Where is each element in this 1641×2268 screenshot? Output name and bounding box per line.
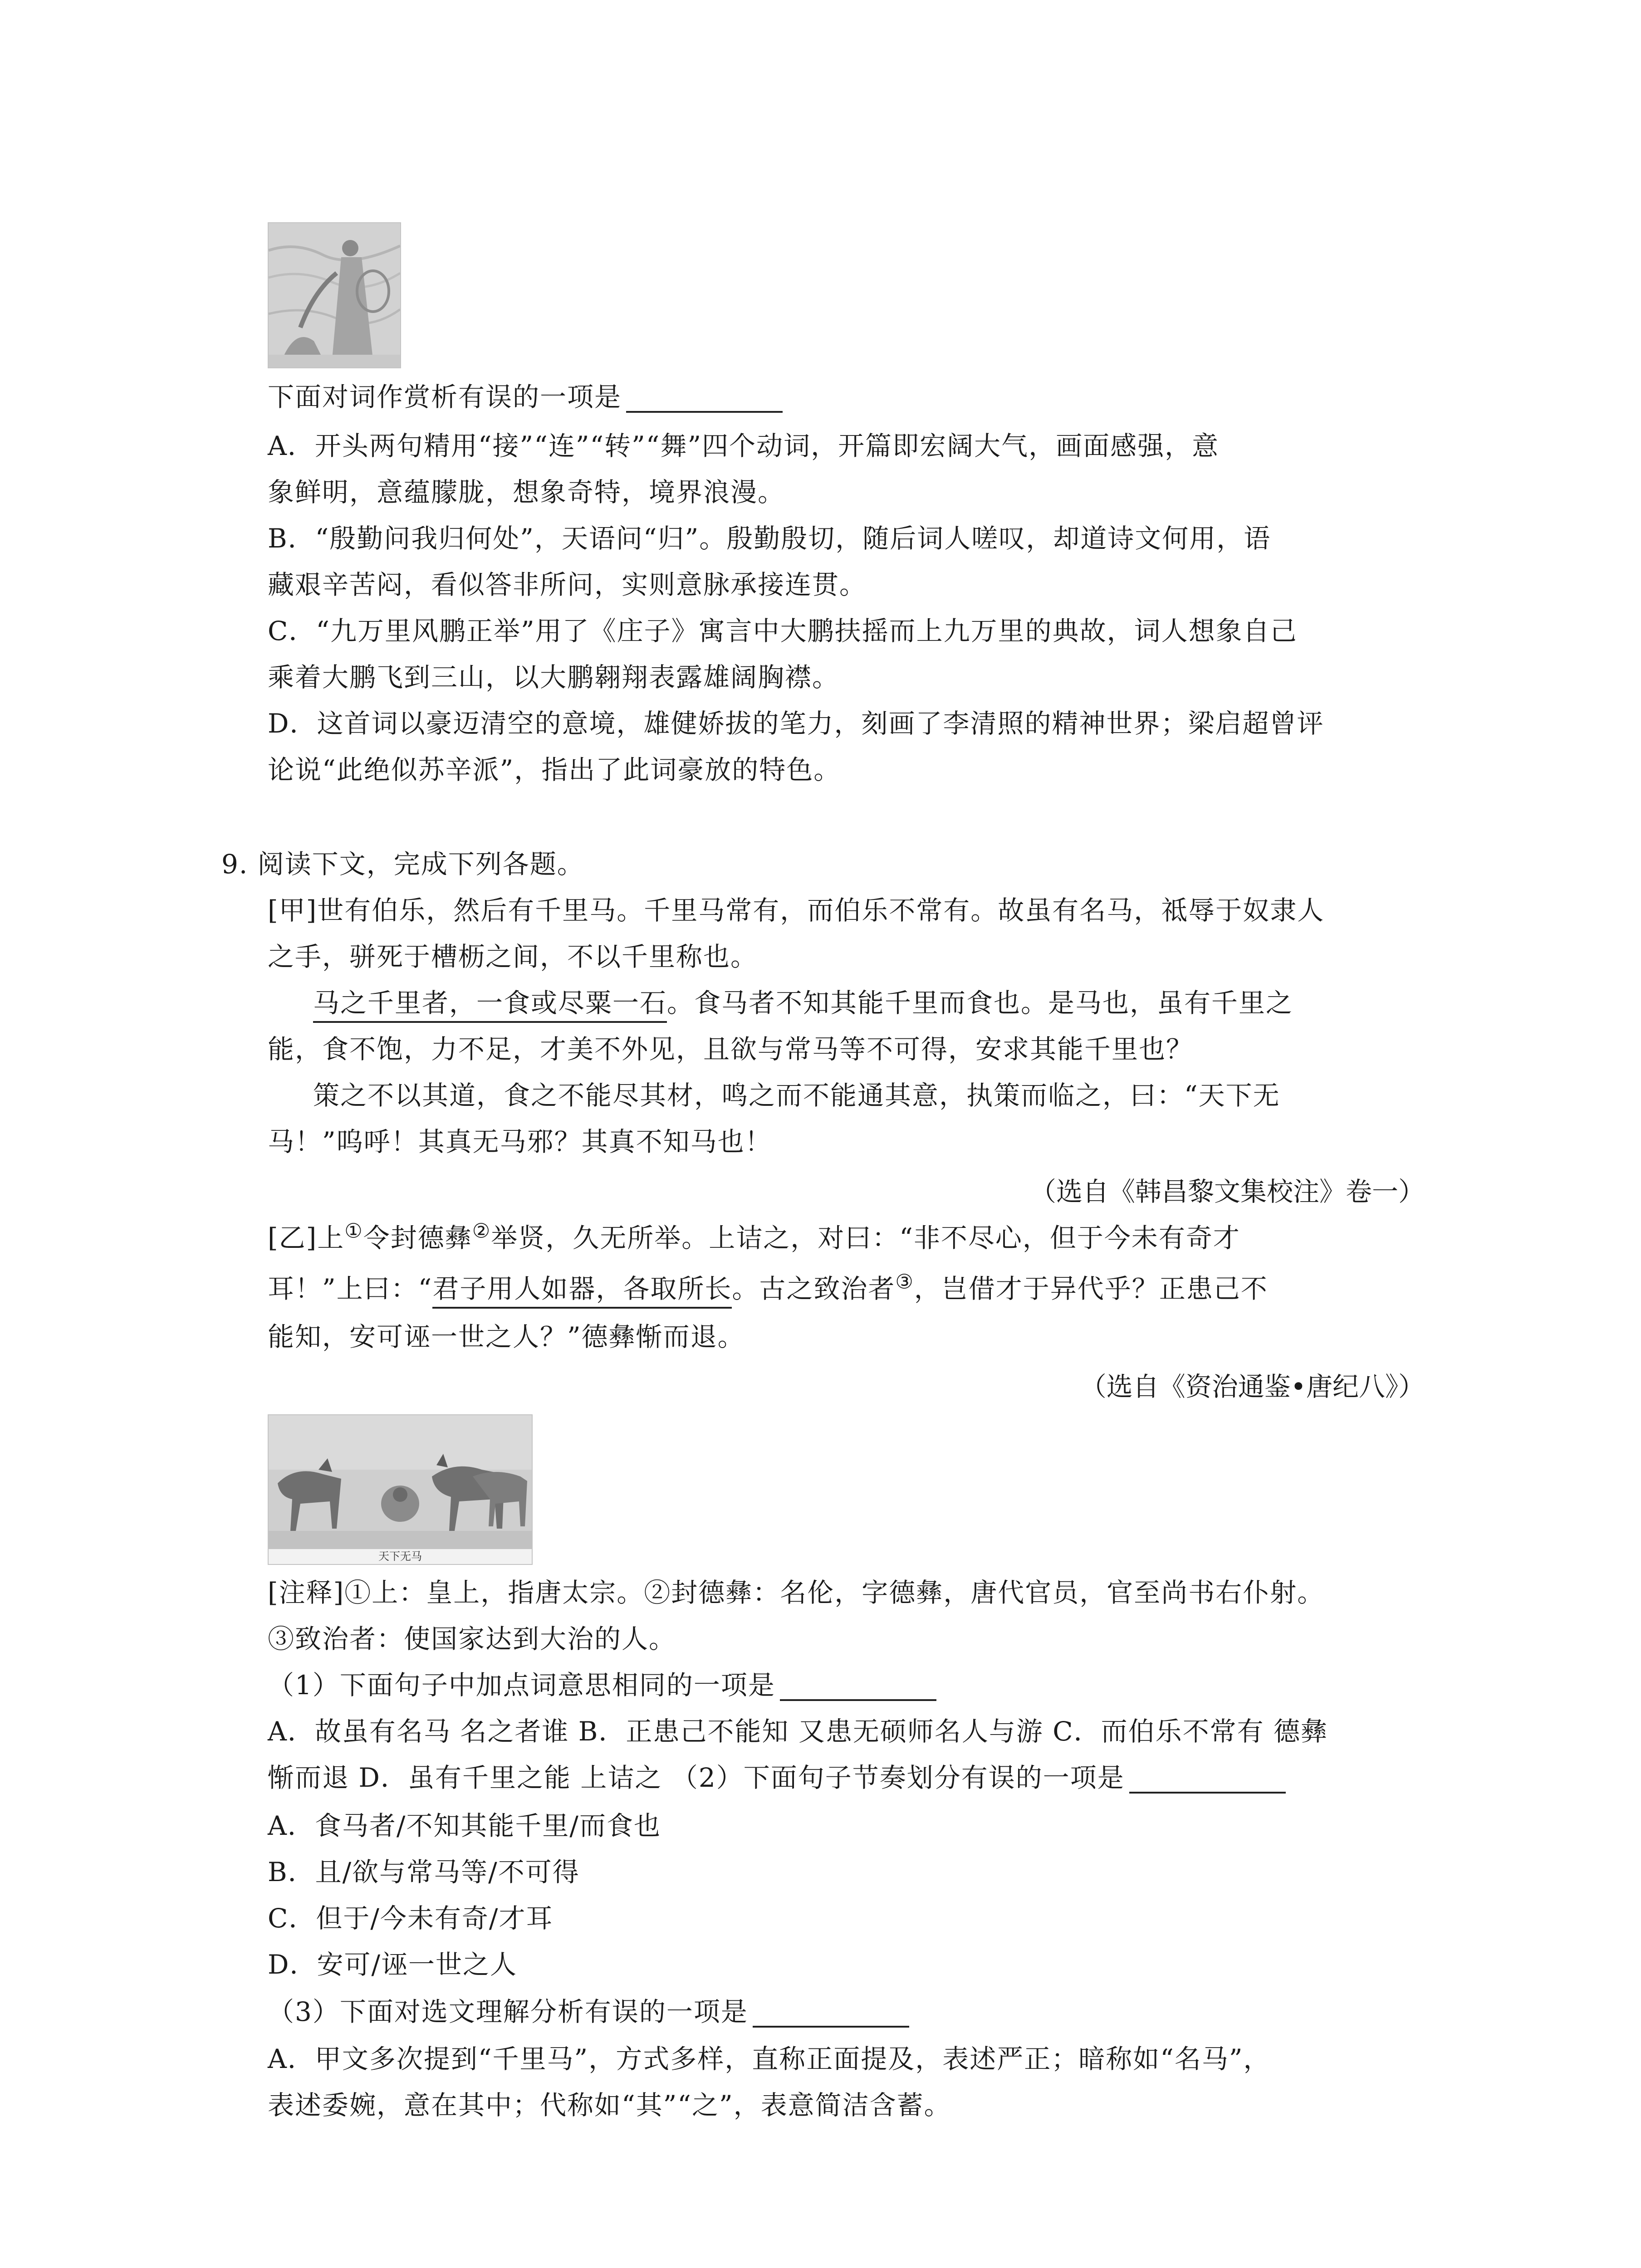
q8-option-b-line2: 藏艰辛苦闷，看似答非所问，实则意脉承接连贯。	[268, 569, 867, 600]
q9-jia-line2: 之手，骈死于槽枥之间，不以千里称也。	[268, 941, 758, 972]
woman-illustration-svg	[269, 223, 400, 367]
q9-yi-line3: 能知，安可诬一世之人？”德彝惭而退。	[268, 1321, 745, 1352]
q9-yi-line2-a: 耳！”上曰：“	[268, 1273, 433, 1304]
q9-sub2-option-d: D．安可/诬一世之人	[268, 1949, 518, 1980]
q9-sub3-stem-text: （3）下面对选文理解分析有误的一项是	[268, 1996, 748, 2027]
q9-yi-line2-b: 。古之致治者	[732, 1273, 896, 1304]
q8-option-c-line1: C．“九万里风鹏正举”用了《庄子》寓言中大鹏扶摇而上九万里的典故，词人想象自己	[268, 616, 1298, 646]
note-marker-1: ①	[344, 1219, 363, 1243]
q9-yi-line2	[268, 1270, 1268, 1305]
q9-sub1-answer-blank[interactable]	[780, 1672, 936, 1701]
q9-heading: 9. 阅读下文，完成下列各题。	[221, 849, 584, 880]
horses-painting-caption: 天下无马	[378, 1550, 422, 1563]
q9-jia-line3-rest: 。食马者不知其能千里而食也。是马也，虽有千里之	[667, 987, 1293, 1018]
q9-sub1-options-line1: A．故虽有名马 名之者谁 B．正患己不能知 又患无硕师名人与游 C．而伯乐不常有 德彝	[268, 1716, 1328, 1747]
q8-option-a-line1: A．开头两句精用“接”“连”“转”“舞”四个动词，开篇即宏阔大气，画面感强，意	[268, 430, 1220, 461]
note-marker-3: ③	[895, 1270, 914, 1294]
q9-jia-line5: 策之不以其道，食之不能尽其材，鸣之而不能通其意，执策而临之，曰：“天下无	[313, 1080, 1280, 1111]
q8-option-d-line2: 论说“此绝似苏辛派”，指出了此词豪放的特色。	[268, 754, 841, 785]
q9-notes-line2: ③致治者：使国家达到大治的人。	[268, 1623, 676, 1654]
q9-sub2-answer-blank[interactable]	[1129, 1765, 1286, 1794]
q9-yi-line1-b: 令封德彝	[363, 1222, 472, 1253]
q9-sub1-options-line2	[268, 1762, 1286, 1794]
q9-sub1-stem-text: （1）下面句子中加点词意思相同的一项是	[268, 1670, 775, 1701]
q9-jia-line1: [甲]世有伯乐，然后有千里马。千里马常有，而伯乐不常有。故虽有名马，祗辱于奴隶人	[268, 895, 1325, 926]
q9-jia-line4: 能，食不饱，力不足，才美不外见，且欲与常马等不可得，安求其能千里也？	[268, 1034, 1194, 1065]
q9-yi-line1-a: [乙]上	[268, 1222, 345, 1253]
note-marker-2: ②	[472, 1219, 491, 1243]
q9-yi-line2-c: ，岂借才于异代乎？正患己不	[914, 1273, 1268, 1304]
q8-stem	[268, 381, 783, 413]
q9-jia-line3	[313, 987, 1293, 1019]
q9-jia-line6: 马！”呜呼！其真无马邪？其真不知马也！	[268, 1126, 772, 1157]
q8-option-a-line2: 象鲜明，意蕴朦胧，想象奇特，境界浪漫。	[268, 477, 785, 508]
q9-sub2-option-c: C．但于/今未有奇/才耳	[268, 1903, 554, 1934]
q9-yi-source: （选自《资治通鉴•唐纪八》）	[1080, 1371, 1425, 1402]
q9-sub3-option-a-line1: A．甲文多次提到“千里马”，方式多样，直称正面提及，表述严正；暗称如“名马”，	[268, 2043, 1271, 2074]
q8-option-c-line2: 乘着大鹏飞到三山，以大鹏翱翔表露雄阔胸襟。	[268, 662, 840, 693]
horses-painting-image	[268, 1414, 533, 1565]
q9-sub2-option-a: A．食马者/不知其能千里/而食也	[268, 1810, 661, 1841]
q9-sub1-stem	[268, 1669, 936, 1701]
q9-sub2-option-b: B．且/欲与常马等/不可得	[268, 1857, 580, 1887]
q9-sub3-answer-blank[interactable]	[753, 1999, 909, 2028]
q9-sub3-option-a-line2: 表述委婉，意在其中；代称如“其”“之”，表意简洁含蓄。	[268, 2090, 951, 2121]
q9-jia-source: （选自《韩昌黎文集校注》卷一）	[1029, 1176, 1425, 1207]
q9-yi-line1	[268, 1219, 1240, 1254]
horses-illustration-svg	[269, 1415, 532, 1564]
q9-sub3-stem	[268, 1996, 909, 2028]
illustration-woman-image	[268, 222, 401, 368]
q8-answer-blank[interactable]	[626, 384, 783, 413]
q9-yi-underlined-sentence: 君子用人如器，各取所长	[432, 1273, 732, 1309]
q9-jia-underlined-sentence: 马之千里者，一食或尽粟一石	[313, 987, 667, 1023]
q8-stem-text: 下面对词作赏析有误的一项是	[268, 381, 622, 412]
q8-option-d-line1: D．这首词以豪迈清空的意境，雄健娇拔的笔力，刻画了李清照的精神世界；梁启超曾评	[268, 708, 1324, 739]
q8-option-b-line1: B．“殷勤问我归何处”，天语问“归”。殷勤殷切，随后词人嗟叹，却道诗文何用，语	[268, 523, 1271, 554]
q9-notes-line1: [注释]①上：皇上，指唐太宗。②封德彝：名伦，字德彝，唐代官员，官至尚书右仆射。	[268, 1577, 1325, 1608]
q9-yi-line1-c: 举贤，久无所举。上诘之，对曰：“非不尽心，但于今未有奇才	[491, 1222, 1240, 1253]
q9-sub1-options-line2-text: 惭而退 D．虽有千里之能 上诘之 （2）下面句子节奏划分有误的一项是	[268, 1762, 1125, 1793]
